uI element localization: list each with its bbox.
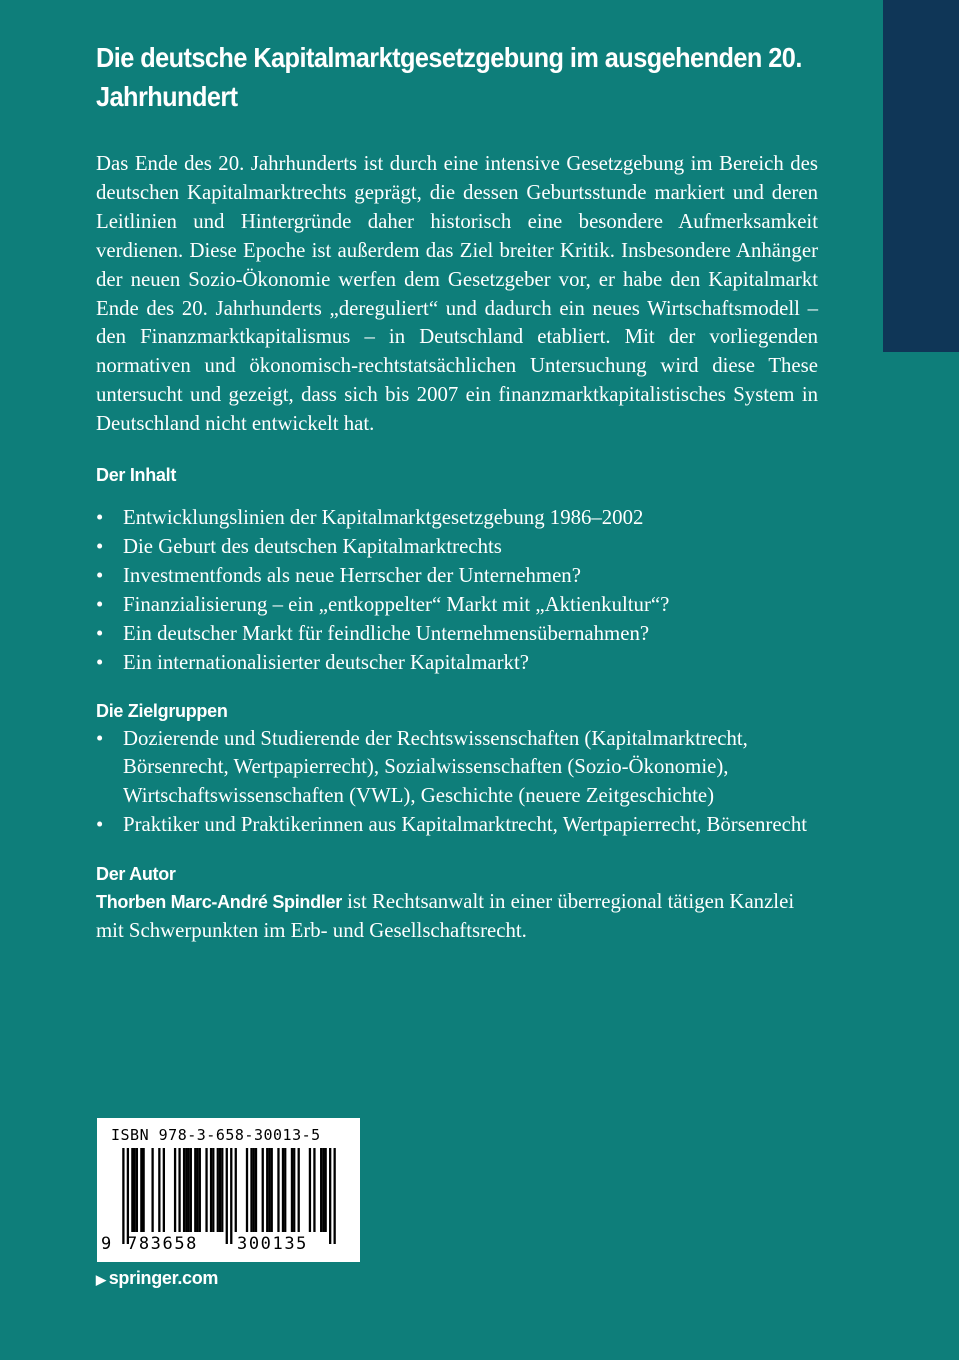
publisher-link[interactable] [96,1268,218,1289]
list-item: • Entwicklungslinien der Kapitalmarktgesetzgebung 1986–2002 [96,504,818,533]
barcode-bar [127,1148,129,1244]
barcode-bar [194,1148,196,1232]
barcode-bar [212,1148,214,1232]
barcode-bar [151,1148,153,1232]
inhalt-list [96,504,818,677]
barcode-bar [133,1148,135,1232]
barcode-bar [320,1148,322,1232]
list-item: • Investmentfonds als neue Herrscher der Unternehmen? [96,562,818,591]
barcode-bar [334,1148,336,1244]
barcode-bar [235,1148,237,1232]
barcode-bar [174,1148,176,1232]
isbn-digit-first: 9 [101,1234,112,1254]
autor-heading: Der Autor [96,864,176,885]
barcode-bar [266,1148,268,1232]
barcode-bar [298,1148,300,1232]
barcode-bar [221,1148,223,1232]
barcode-bar [122,1148,124,1244]
cover-side-band [883,0,959,352]
barcode-bar [190,1148,192,1232]
barcode-bar [322,1148,324,1232]
barcode-bar [284,1148,286,1232]
barcode-bar [268,1148,270,1232]
barcode-bars [111,1148,347,1244]
barcode-bar [282,1148,284,1232]
barcode-bar [309,1148,311,1232]
barcode-bar [226,1148,228,1244]
barcode-bar [187,1148,189,1232]
barcode-bar [185,1148,187,1232]
barcode-bar [205,1148,207,1232]
barcode-bar [163,1148,165,1232]
barcode-bar [293,1148,295,1232]
book-title: Die deutsche Kapitalmarktgesetzgebung im ausgehenden 20. Jahrhundert [96,42,802,112]
isbn-digits-left: 783658 [127,1234,199,1254]
list-item: • Die Geburt des deutschen Kapitalmarktrechts [96,533,818,562]
barcode-bar [142,1148,144,1232]
barcode-bar [183,1148,185,1232]
publisher-url: springer.com [108,1268,219,1288]
barcode-bar [325,1148,327,1232]
isbn-digits-right: 300135 [237,1234,309,1254]
barcode-bar [210,1148,212,1232]
barcode-bar [329,1148,331,1244]
author-bio-text: ist Rechtsanwalt in einer überregional tätigen Kanzlei mit Schwerpunkten im Erb- und Gesellschaftsrecht. [96,890,795,943]
barcode-bar [250,1148,252,1232]
author-bio [96,888,818,946]
list-item: • Finanzialisierung – ein „entkoppelter“ Markt mit „Aktienkultur“? [96,591,818,620]
barcode-bar [262,1148,264,1232]
barcode-bar [131,1148,133,1232]
barcode-bar [136,1148,138,1232]
list-item: • Dozierende und Studierende der Rechtswissenschaften (Kapitalmarktrecht, Börsenrecht, Wertpapierrecht), Sozialwissenschaften (Sozio-Ökonomie), Wirtschaftswissenschaften (VWL), Geschichte (neuere Zeitgeschichte) [96,725,818,812]
barcode-bar [246,1148,248,1232]
barcode-bar [271,1148,273,1232]
isbn-barcode [97,1118,360,1262]
barcode-bar [178,1148,180,1232]
isbn-label: ISBN 978-3-658-30013-5 [111,1126,321,1144]
barcode-bar [291,1148,293,1232]
barcode-bar [277,1148,279,1232]
intro-paragraph: Das Ende des 20. Jahrhunderts ist durch eine intensive Gesetzgebung im Bereich des deutschen Kapitalmarktrechts geprägt, die dessen Geburtsstunde markiert und deren Leitlinien und Hintergründe daher historisch eine besondere Aufmerksamkeit verdienen. Diese Epoche ist außerdem das Ziel breiter Kritik. Insbesondere Anhänger der neuen Sozio-Ökonomie werfen dem Gesetzgeber vor, er habe den Kapitalmarkt Ende des 20. Jahrhunderts „dereguliert“ und dadurch ein neues Wirtschaftsmodell – den Finanzmarktkapitalismus – in Deutschland etabliert. Mit der vorliegenden normativen und ökonomisch-rechtstatsächlichen Untersuchung wird diese These untersucht und gezeigt, dass sich bis 2007 ein finanzmarktkapitalistisches System in Deutschland nicht entwickelt hat. [96,152,818,436]
barcode-bar [219,1148,221,1232]
barcode-bar [140,1148,142,1232]
back-cover-content [96,38,818,946]
play-arrow-icon: ▶ [96,1272,106,1287]
barcode-bar [217,1148,219,1232]
barcode-bar [199,1148,201,1232]
barcode-bar [253,1148,255,1232]
inhalt-heading: Der Inhalt [96,465,177,486]
list-item: • Ein deutscher Markt für feindliche Unternehmensübernahmen? [96,620,818,649]
list-item: • Ein internationalisierter deutscher Kapitalmarkt? [96,649,818,678]
zielgruppen-list [96,725,818,841]
zielgruppen-heading: Die Zielgruppen [96,700,228,721]
list-item: • Praktiker und Praktikerinnen aus Kapitalmarktrecht, Wertpapierrecht, Börsenrecht [96,811,818,840]
barcode-bar [230,1148,232,1244]
barcode-bar [158,1148,160,1232]
barcode-bar [313,1148,315,1232]
barcode-bar [255,1148,257,1232]
barcode-bar [196,1148,198,1232]
author-name: Thorben Marc-André Spindler [96,892,342,913]
